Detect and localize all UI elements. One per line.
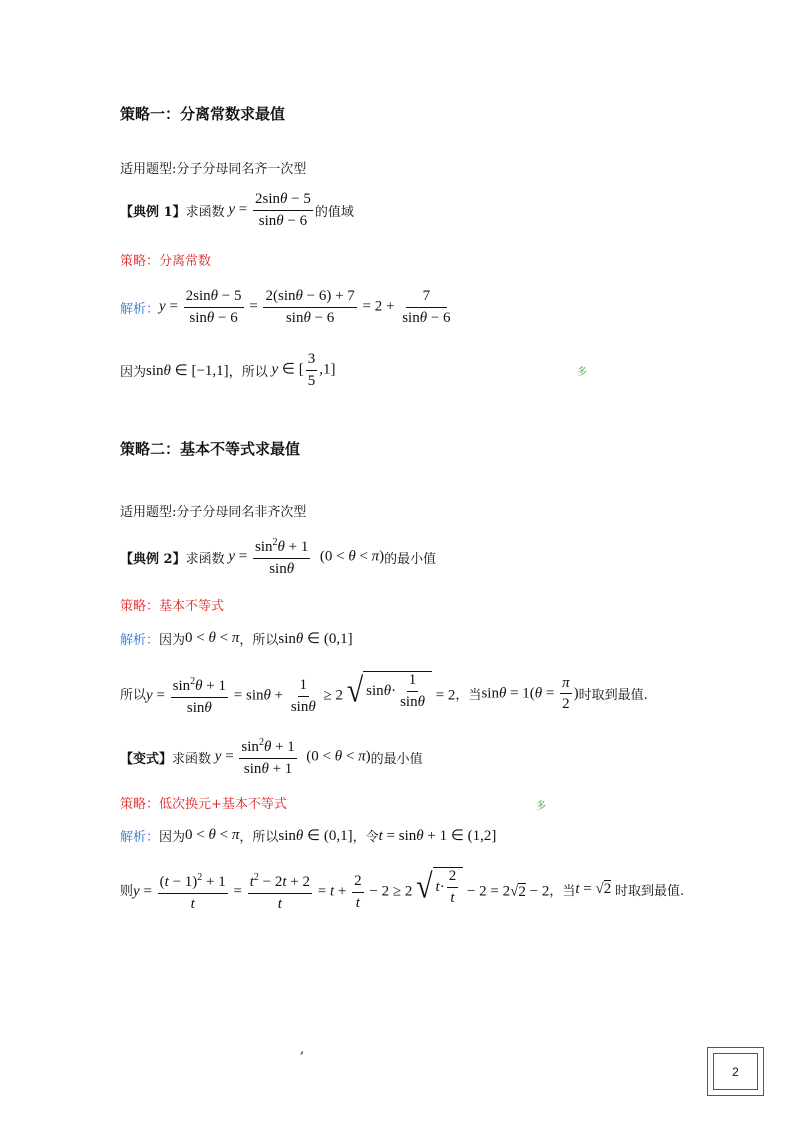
example1-post: 的值域 (314, 204, 354, 220)
variant-line2-post: 时取到最值. (614, 884, 685, 900)
margin-note-2: 多 (536, 801, 546, 812)
example2-line (120, 537, 436, 577)
solution1-line (120, 288, 455, 326)
variant-solution-label: 解析： (120, 830, 160, 845)
variant-line2-mid: ，当 (549, 884, 576, 900)
conclusion1-mid: ，所以 (228, 364, 268, 380)
variant-pre: 求函数 (172, 751, 212, 767)
variant-solution-mid2: ，令 (352, 830, 379, 845)
section2-type-line: 适用题型:分子分母同名非齐次型 (120, 505, 307, 520)
solution2-label: 解析： (120, 633, 160, 648)
stray-comma: , (300, 1042, 305, 1057)
variant-solution-pre: 因为 (159, 830, 186, 845)
conclusion1-range-sin: sinθ ∈ [−1,1] (146, 362, 229, 379)
section1-heading: 策略一：分离常数求最值 (120, 105, 286, 123)
margin-note-1: 多 (577, 367, 587, 378)
solution2-line2-pre: 所以 (120, 688, 147, 704)
solution2-line2-post: 时取到最值. (578, 688, 648, 704)
solution1-label: 解析： (120, 301, 160, 317)
variant-solution-line1 (120, 826, 496, 845)
conclusion1-pre: 因为 (120, 364, 147, 380)
section1-strategy: 策略：分离常数 (120, 254, 212, 269)
variant-substitution: t = sinθ + 1 ∈ (1,2] (378, 828, 497, 844)
example1-line (120, 191, 354, 229)
example1-formula: y = $\frac{2\sin\theta - 5}{\sin\theta - 6}$ (228, 191, 311, 229)
variant-tag: 【变式】 (120, 751, 173, 767)
variant-line2-pre: 则 (120, 884, 134, 900)
example2-formula: y = $\frac{\sin^2\theta + 1}{\sin\theta}$ (0 < θ < π) (228, 537, 385, 577)
variant-sin-range: sinθ ∈ (0,1] (278, 828, 353, 844)
example1-tag: 【典例 1】 (120, 204, 186, 220)
conclusion1-line (120, 351, 335, 389)
solution1-formula: y = $\frac{2\sin\theta - 5}{\sin\theta - 6}$ = $\frac{2(\sin\theta - 6) + 7}{\sin\theta - 6}$ = 2 + $\frac{7}{\sin\theta - 6}$ (159, 288, 451, 326)
section1-type-line: 适用题型:分子分母同名齐一次型 (120, 162, 307, 177)
variant-solution-line2 (120, 867, 684, 912)
example2-post: 的最小值 (384, 551, 437, 567)
section2-strategy: 策略：基本不等式 (120, 599, 225, 614)
solution2-equality-case: sinθ = 1(θ = $\frac{\pi}{2}$ ) (481, 674, 579, 713)
solution2-line2 (120, 671, 648, 716)
example2-pre: 求函数 (185, 551, 225, 567)
example2-tag: 【典例 2】 (120, 551, 186, 567)
variant-inequality: y = $\frac{(t - 1)^2 + 1}{t}$ = $\frac{t^2 - 2t + 2}{t}$ = t + $\frac{2}{t}$ − 2 ≥ 2 √ t · $\frac{2}{t}$ − 2 = 2√2 − 2 (133, 866, 550, 912)
section2-heading: 策略二：基本不等式求最值 (120, 440, 301, 458)
page-number: 2 (713, 1053, 758, 1090)
conclusion1-range-y: y ∈ [ $\frac{3}{5}$ ,1] (271, 351, 336, 389)
variant-post: 的最小值 (370, 751, 423, 767)
variant-formula: y = $\frac{\sin^2\theta + 1}{\sin\theta + 1}$ (0 < θ < π) (214, 737, 371, 777)
solution2-theta-range: 0 < θ < π (185, 630, 240, 646)
solution2-line2-mid: ，当 (455, 688, 482, 704)
example1-pre: 求函数 (185, 204, 225, 220)
solution2-mid: ，所以 (239, 633, 279, 648)
variant-solution-mid: ，所以 (239, 830, 279, 845)
variant-line (120, 737, 423, 777)
solution2-line1 (120, 629, 353, 648)
solution2-pre: 因为 (159, 633, 186, 648)
solution2-sin-range: sinθ ∈ (0,1] (278, 631, 353, 647)
variant-strategy: 策略：低次换元+基本不等式 (120, 797, 287, 812)
page-number-box (707, 1047, 764, 1096)
variant-theta-range: 0 < θ < π (185, 827, 240, 843)
variant-equality-case: t = √2 (575, 881, 612, 898)
solution2-inequality: y = $\frac{\sin^2\theta + 1}{\sin\theta}$ = sinθ + $\frac{1}{\sin\theta}$ ≥ 2 √ sin θ · $\frac{1}{\sin\theta}$ = 2 (146, 670, 456, 716)
